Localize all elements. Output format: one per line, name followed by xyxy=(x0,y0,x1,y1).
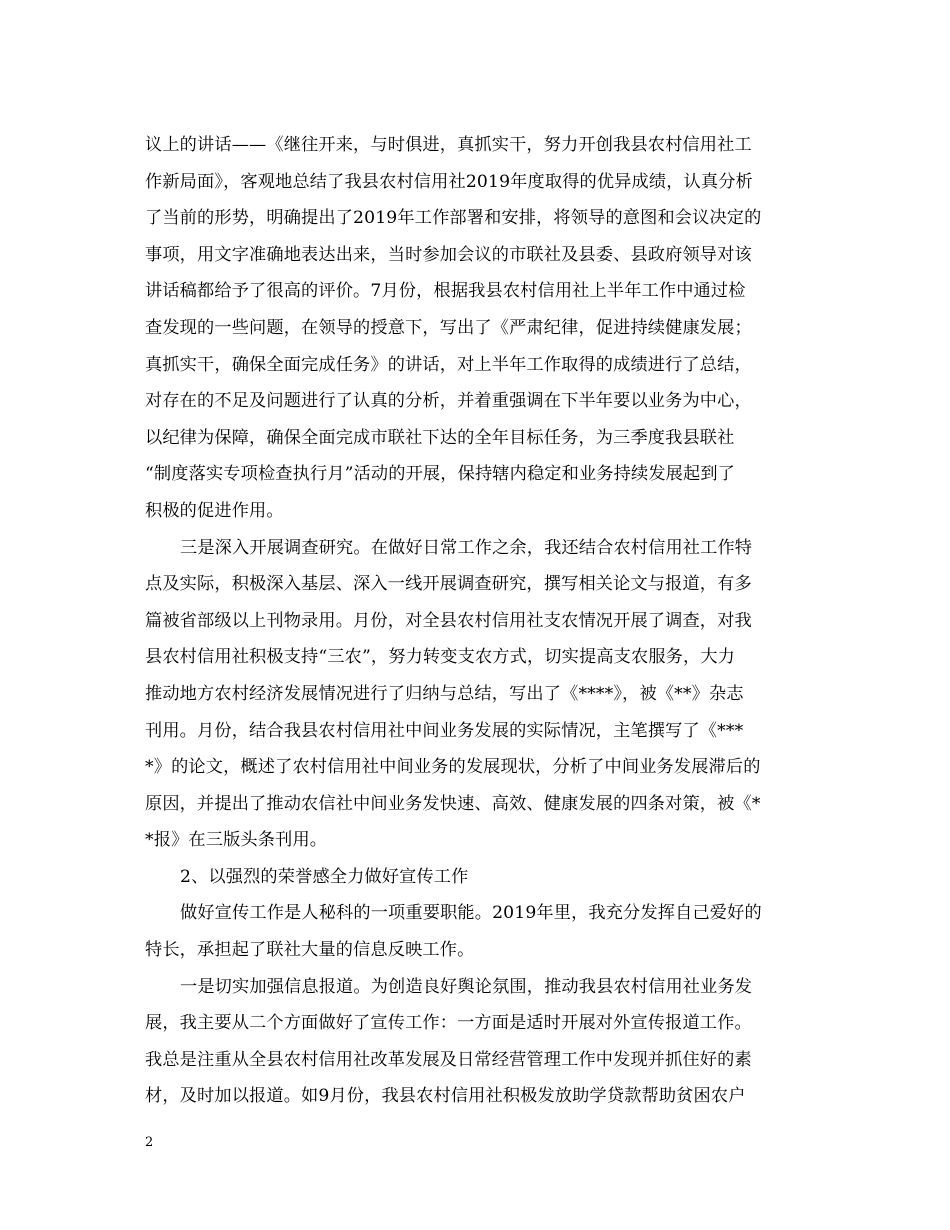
text-line: 刊用。月份，结合我县农村信用社中间业务发展的实际情况，主笔撰写了《*** xyxy=(145,720,744,741)
text-line: 点及实际，积极深入基层、深入一线开展调查研究，撰写相关论文与报道，有多 xyxy=(145,574,752,595)
text-line: 议上的讲话——《继往开来，与时俱进，真抓实干，努力开创我县农村信用社工 xyxy=(145,135,752,155)
text-line: 推动地方农村经济发展情况进行了归纳与总结，写出了《****》，被《**》杂志 xyxy=(145,683,744,704)
text-line: 对存在的不足及问题进行了认真的分析，并着重强调在下半年要以业务为中心， xyxy=(145,391,752,412)
text-line: 篇被省部级以上刊物录用。月份，对全县农村信用社支农情况开展了调查，对我 xyxy=(145,610,752,631)
text-line: 原因，并提出了推动农信社中间业务发快速、高效、健康发展的四条对策，被《* xyxy=(145,793,761,814)
text-line: 了当前的形势，明确提出了2019年工作部署和安排，将领导的意图和会议决定的 xyxy=(145,208,762,229)
document-body xyxy=(145,127,805,1115)
text-line: *报》在三版头条刊用。 xyxy=(145,830,328,851)
text-line: 三是深入开展调查研究。在做好日常工作之余，我还结合农村信用社工作特 xyxy=(180,537,753,558)
text-line: 真抓实干，确保全面完成任务》的讲话，对上半年工作取得的成绩进行了总结， xyxy=(145,354,752,375)
text-line: *》的论文，概述了农村信用社中间业务的发展现状，分析了中间业务发展滞后的 xyxy=(145,757,761,778)
page-number: 2 xyxy=(145,1135,154,1150)
text-line: 查发现的一些问题，在领导的授意下，写出了《严肃纪律，促进持续健康发展； xyxy=(145,317,752,338)
text-line: 以纪律为保障，确保全面完成市联社下达的全年目标任务，为三季度我县联社 xyxy=(145,427,735,448)
text-line: 2、以强烈的荣誉感全力做好宣传工作 xyxy=(180,866,469,887)
text-line: 作新局面》，客观地总结了我县农村信用社2019年度取得的优异成绩，认真分析 xyxy=(145,171,753,192)
text-line: 材，及时加以报道。如9月份，我县农村信用社积极发放助学贷款帮助贫困农户 xyxy=(145,1086,746,1107)
text-line: 一是切实加强信息报道。为创造良好舆论氛围，推动我县农村信用社业务发 xyxy=(180,976,753,997)
text-line: 我总是注重从全县农村信用社改革发展及日常经营管理工作中发现并抓住好的素 xyxy=(145,1049,752,1070)
text-line: 县农村信用社积极支持“三农”，努力转变支农方式，切实提高支农服务，大力 xyxy=(145,647,736,668)
text-line: 积极的促进作用。 xyxy=(145,500,284,521)
text-line: 事项，用文字准确地表达出来，当时参加会议的市联社及县委、县政府领导对该 xyxy=(145,244,752,265)
text-line: 做好宣传工作是人秘科的一项重要职能。2019年里，我充分发挥自己爱好的 xyxy=(180,903,762,924)
text-line: 讲话稿都给予了很高的评价。7月份，根据我县农村信用社上半年工作中通过检 xyxy=(145,281,746,302)
text-line: 展，我主要从二个方面做好了宣传工作：一方面是适时开展对外宣传报道工作。 xyxy=(145,1013,752,1034)
text-line: “制度落实专项检查执行月”活动的开展，保持辖内稳定和业务持续发展起到了 xyxy=(145,464,736,485)
text-line: 特长，承担起了联社大量的信息反映工作。 xyxy=(145,940,475,961)
